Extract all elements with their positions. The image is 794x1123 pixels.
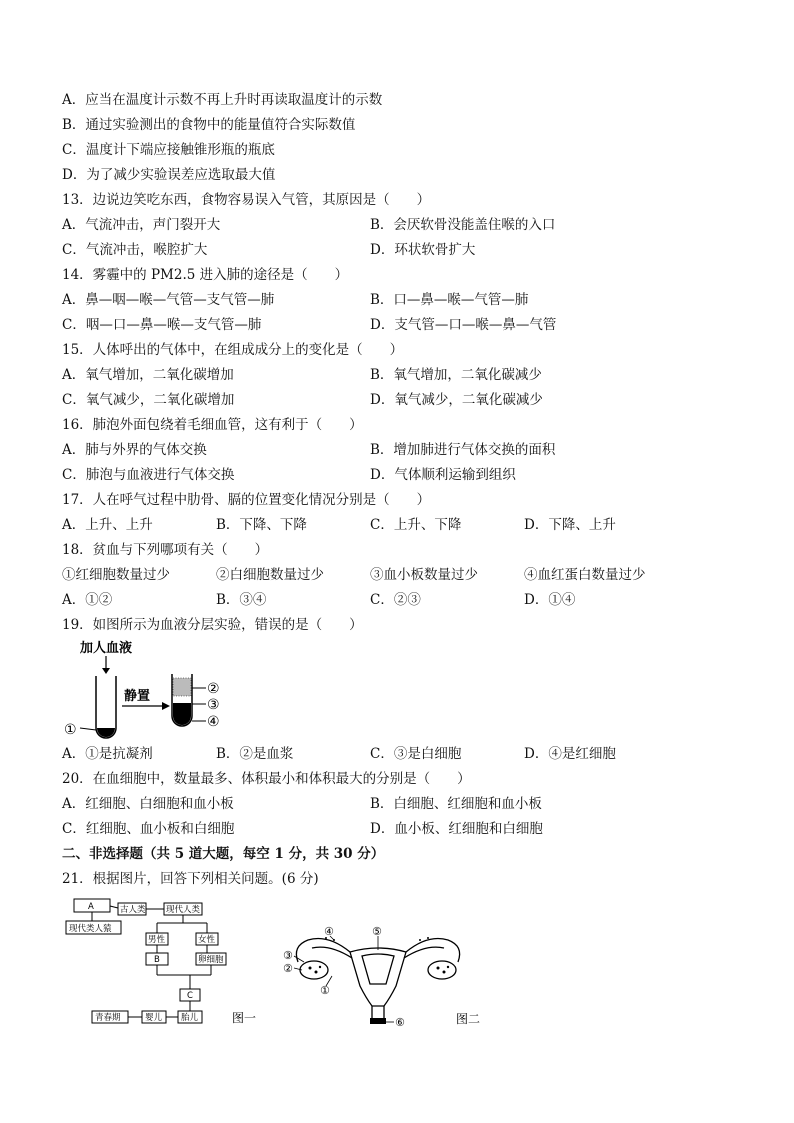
- section-heading: 二、非选择题（共 5 道大题，每空 1 分，共 30 分）: [62, 846, 385, 862]
- q19-option-d: D．④是红细胞: [524, 746, 616, 762]
- fig2-label-5: ⑤: [372, 926, 382, 938]
- q19-stem: 19．如图所示为血液分层实验，错误的是（ ）: [62, 617, 363, 633]
- q14-option-d: D．支气管—口—喉—鼻—气管: [370, 317, 557, 333]
- fig2-label-3: ③: [283, 949, 293, 962]
- fig1-caption: 图一: [232, 1011, 257, 1025]
- fig2-label-1: ①: [320, 984, 330, 997]
- q18-item-3: ③血小板数量过少: [370, 567, 478, 583]
- q15-option-b: B．氧气增加，二氧化碳减少: [370, 367, 542, 383]
- blood-layering-figure: [60, 636, 240, 742]
- q19-option-c: C．③是白细胞: [370, 746, 462, 762]
- q15-option-d: D．氧气减少，二氧化碳减少: [370, 392, 543, 408]
- q13-option-d: D．环状软骨扩大: [370, 242, 476, 258]
- fig1-box-modern: 现代人类: [166, 905, 201, 915]
- fig1-box-fetus: 胎儿: [181, 1013, 199, 1023]
- q16-stem: 16．肺泡外面包绕着毛细血管，这有利于（ ）: [62, 417, 363, 433]
- q14-stem: 14．雾霾中的 PM2.5 进入肺的途径是（ ）: [62, 267, 349, 283]
- q18-option-c: C．②③: [370, 592, 421, 608]
- q14-option-b: B．口—鼻—喉—气管—肺: [370, 292, 529, 308]
- q17-option-c: C．上升、下降: [370, 517, 462, 533]
- q12-option-a: A．应当在温度计示数不再上升时再读取温度计的示数: [62, 92, 383, 108]
- q18-option-d: D．①④: [524, 592, 576, 608]
- q13-option-b: B．会厌软骨没能盖住喉的入口: [370, 217, 556, 233]
- q16-option-d: D．气体顺利运输到组织: [370, 467, 516, 483]
- q12-option-b: B．通过实验测出的食物中的能量值符合实际数值: [62, 117, 356, 133]
- q20-option-a: A．红细胞、白细胞和血小板: [62, 796, 234, 812]
- female-reproductive-diagram: [278, 926, 493, 1030]
- q18-item-4: ④血红蛋白数量过少: [524, 567, 646, 583]
- q15-option-a: A．氧气增加，二氧化碳增加: [62, 367, 234, 383]
- fig-label-2: ②: [207, 681, 220, 697]
- fig2-caption: 图二: [456, 1012, 481, 1026]
- q18-option-b: B．③④: [216, 592, 267, 608]
- q19-option-a: A．①是抗凝剂: [62, 746, 153, 762]
- fig1-box-egg: 卵细胞: [198, 955, 224, 965]
- q12-option-c: C．温度计下端应接触锥形瓶的瓶底: [62, 142, 275, 158]
- q15-stem: 15．人体呼出的气体中，在组成成分上的变化是（ ）: [62, 342, 404, 358]
- fig1-box-female: 女性: [198, 935, 216, 945]
- q18-option-a: A．①②: [62, 592, 113, 608]
- q16-option-c: C．肺泡与血液进行气体交换: [62, 467, 235, 483]
- fig-still-label: 静置: [124, 689, 151, 704]
- fig1-box-ape: 现代类人猿: [69, 924, 112, 934]
- fig1-box-b: B: [154, 955, 160, 965]
- q19-option-b: B．②是血浆: [216, 746, 294, 762]
- fig1-box-a: A: [88, 902, 94, 912]
- fig2-label-4: ④: [324, 926, 334, 938]
- q20-option-d: D．血小板、红细胞和白细胞: [370, 821, 543, 837]
- fig1-box-puberty: 青春期: [95, 1013, 121, 1023]
- q20-option-b: B．白细胞、红细胞和血小板: [370, 796, 542, 812]
- q12-option-d: D．为了减少实验误差应选取最大值: [62, 167, 276, 183]
- q20-option-c: C．红细胞、血小板和白细胞: [62, 821, 235, 837]
- fig2-label-2: ②: [283, 962, 293, 975]
- fig1-box-infant: 婴儿: [145, 1013, 163, 1023]
- q16-option-a: A．肺与外界的气体交换: [62, 442, 207, 458]
- fig1-box-male: 男性: [148, 935, 166, 945]
- q17-stem: 17．人在呼气过程中肋骨、膈的位置变化情况分别是（ ）: [62, 492, 431, 508]
- fig-add-blood-label: 加人血液: [80, 641, 133, 656]
- fig-label-3: ③: [207, 697, 220, 713]
- q14-option-a: A．鼻—咽—喉—气管—支气管—肺: [62, 292, 275, 308]
- q18-item-1: ①红细胞数量过少: [62, 567, 170, 583]
- q18-item-2: ②白细胞数量过少: [216, 567, 324, 583]
- q17-option-b: B．下降、下降: [216, 517, 307, 533]
- q21-stem: 21．根据图片，回答下列相关问题。(6 分): [62, 871, 319, 887]
- fig-label-4: ④: [207, 714, 220, 730]
- q16-option-b: B．增加肺进行气体交换的面积: [370, 442, 556, 458]
- fig-label-1: ①: [64, 722, 77, 738]
- q20-stem: 20．在血细胞中，数量最多、体积最小和体积最大的分别是（ ）: [62, 771, 471, 787]
- q15-option-c: C．氧气减少，二氧化碳增加: [62, 392, 235, 408]
- q17-option-a: A．上升、上升: [62, 517, 153, 533]
- q13-option-c: C．气流冲击，喉腔扩大: [62, 242, 208, 258]
- fig1-box-ancient: 古人类: [120, 905, 146, 915]
- q18-stem: 18．贫血与下列哪项有关（ ）: [62, 542, 269, 558]
- fig2-label-6: ⑥: [395, 1016, 405, 1029]
- q17-option-d: D．下降、上升: [524, 517, 616, 533]
- q13-stem: 13．边说边笑吃东西，食物容易误入气管，其原因是（ ）: [62, 192, 431, 208]
- q14-option-c: C．咽—口—鼻—喉—支气管—肺: [62, 317, 262, 333]
- q13-option-a: A．气流冲击，声门裂开大: [62, 217, 221, 233]
- human-origin-flowchart: [62, 895, 267, 1030]
- fig1-box-c: C: [187, 991, 193, 1001]
